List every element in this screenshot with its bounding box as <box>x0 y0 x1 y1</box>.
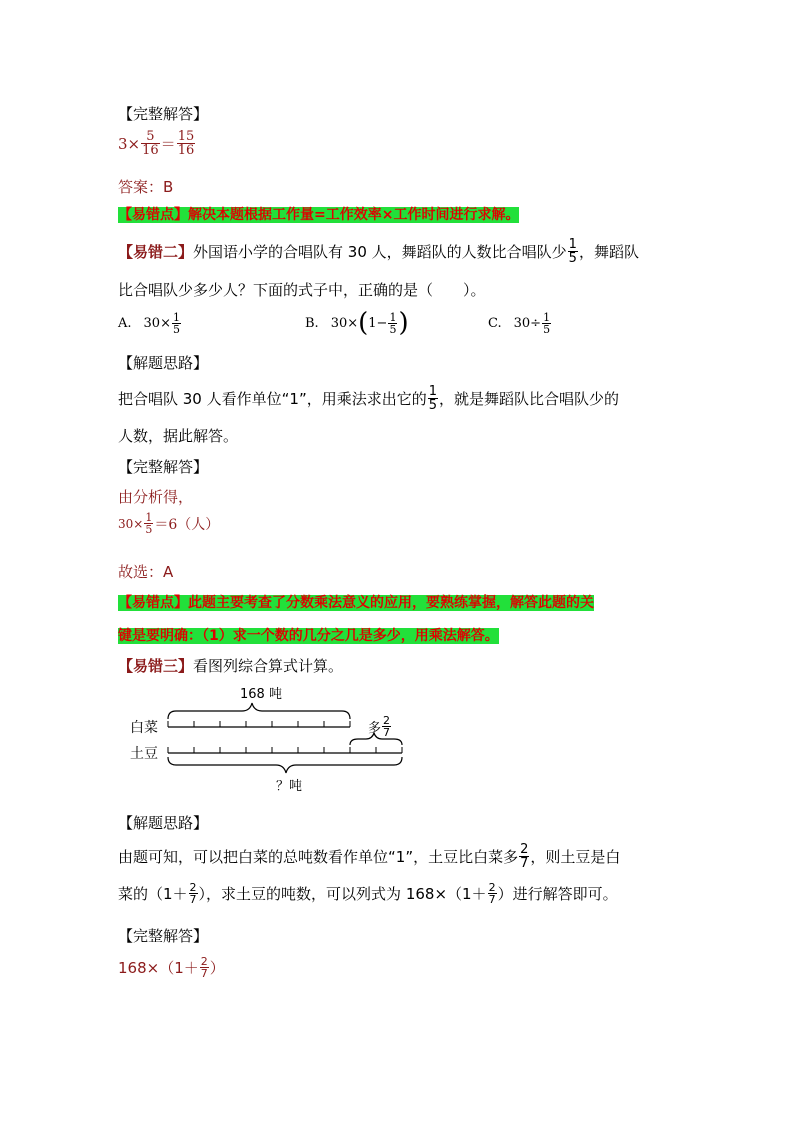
option-b-expr: 30× <box>330 315 359 331</box>
tip-2-line-1: 【易错点】此题主要考查了分数乘法意义的应用，要熟练掌握，解答此题的关 <box>118 595 594 611</box>
frac-den: 5 <box>568 251 577 266</box>
thinking-3-text-d: ），求土豆的吨数，可以列式为 168×（1＋ <box>198 885 487 903</box>
tip-2-line-2: 键是要明确：（1）求一个数的几分之几是多少，用乘法解答。 <box>118 628 499 644</box>
section-header-solution-1: 【完整解答】 <box>118 105 209 123</box>
fraction-1-5 <box>172 312 181 335</box>
solution-3-expression <box>118 956 225 979</box>
fraction-2-7 <box>189 882 198 905</box>
tip-1 <box>118 204 519 224</box>
expr-pre: 168×（1＋ <box>118 959 199 977</box>
frac-num: 2 <box>520 842 529 857</box>
frac-den: 5 <box>389 322 397 336</box>
question-2-label: 【易错二】 <box>118 243 194 261</box>
frac-num: 1 <box>428 384 437 399</box>
thinking-2-text-b: ，就是舞蹈队比合唱队少的 <box>439 390 620 408</box>
question-2-line-1 <box>118 238 639 265</box>
cabbage-ticks <box>168 721 350 727</box>
fraction-1-5 <box>388 312 397 335</box>
section-header-solution-2: 【完整解答】 <box>118 458 209 476</box>
frac-den: 5 <box>172 323 180 336</box>
fraction-1-5 <box>428 385 438 412</box>
fraction-2-7 <box>200 956 209 979</box>
thinking-2-line-1 <box>118 385 619 412</box>
option-c-expr: 30÷ <box>513 316 542 331</box>
question-2-text-a: 外国语小学的合唱队有 30 人，舞蹈队的人数比合唱队少 <box>193 243 567 261</box>
row-label-cabbage: 白菜 <box>130 720 158 736</box>
frac-num: 5 <box>146 129 155 144</box>
section-header-thinking-2: 【解题思路】 <box>118 354 209 372</box>
frac-num: 2 <box>488 881 496 894</box>
extra-brace <box>350 733 402 745</box>
equation-1 <box>118 130 196 157</box>
thinking-3-text-b: ，则土豆是白 <box>530 848 621 866</box>
paren-close: ) <box>398 308 409 338</box>
frac-num: 2 <box>383 714 391 727</box>
option-a-expr: 30× <box>143 316 171 331</box>
eq-lhs: 3× <box>118 134 141 153</box>
bottom-brace <box>168 757 402 773</box>
expr-pre: 30× <box>118 516 144 531</box>
option-b-inner: 1− <box>368 315 388 331</box>
solution-2-expression <box>118 512 219 535</box>
option-c[interactable] <box>488 312 552 335</box>
thinking-3-text-e: ）进行解答即可。 <box>497 885 618 903</box>
bottom-label: ？吨 <box>276 779 303 794</box>
section-header-solution-3: 【完整解答】 <box>118 927 209 945</box>
fraction-1-5 <box>542 312 551 335</box>
question-3-text: 看图列综合算式计算。 <box>193 657 344 675</box>
top-label: 168 吨 <box>240 687 282 702</box>
frac-num: 1 <box>568 237 577 252</box>
solution-2-line-1: 由分析得， <box>118 488 194 506</box>
frac-num: 2 <box>189 881 197 894</box>
thinking-2-line-2: 人数，据此解答。 <box>118 427 239 445</box>
diagram-lines <box>118 683 418 793</box>
expr-post: ＝6（人） <box>154 516 220 533</box>
expr-post: ） <box>209 959 225 977</box>
option-a[interactable] <box>118 312 182 335</box>
tip-2 <box>118 588 594 650</box>
frac-den: 5 <box>145 523 153 536</box>
thinking-2-text-a: 把合唱队 30 人看作单位“1”，用乘法求出它的 <box>118 390 427 408</box>
question-2-line-2: 比合唱队少多少人？下面的式子中，正确的是（ ）。 <box>118 281 486 299</box>
fraction-1-5 <box>144 512 153 535</box>
thinking-3-line-2 <box>118 882 618 905</box>
fraction-1-5 <box>568 238 578 265</box>
frac-den: 7 <box>520 856 529 871</box>
option-b[interactable] <box>305 310 409 336</box>
question-3-label: 【易错三】 <box>118 657 194 675</box>
top-brace <box>168 703 350 719</box>
eq-sign: ＝ <box>160 135 176 153</box>
row-label-potato: 土豆 <box>130 746 158 762</box>
fraction-2-7 <box>488 882 497 905</box>
frac-num: 1 <box>543 311 551 324</box>
fraction-5-16 <box>141 130 160 157</box>
frac-den: 7 <box>488 893 496 906</box>
thinking-3-text-a: 由题可知，可以把白菜的总吨数看作单位“1”，土豆比白菜多 <box>118 848 519 866</box>
option-a-label: A. <box>118 316 132 331</box>
fraction-15-16 <box>177 130 196 157</box>
frac-den: 7 <box>383 726 391 739</box>
frac-den: 5 <box>428 398 437 413</box>
thinking-3-text-c: 菜的（1＋ <box>118 885 188 903</box>
frac-den: 5 <box>543 323 551 336</box>
frac-num: 15 <box>177 129 195 144</box>
answer-2: 故选：A <box>118 563 174 581</box>
frac-den: 16 <box>177 143 195 158</box>
frac-den: 7 <box>200 967 208 980</box>
frac-den: 7 <box>189 893 197 906</box>
answer-1: 答案：B <box>118 178 174 196</box>
frac-num: 2 <box>200 955 208 968</box>
question-2-text-b: ，舞蹈队 <box>578 243 639 261</box>
potato-ticks <box>168 747 402 753</box>
option-b-label: B. <box>305 315 319 331</box>
frac-num: 1 <box>172 311 180 324</box>
fraction-2-7 <box>519 843 529 870</box>
option-c-label: C. <box>488 316 502 331</box>
paren-open: ( <box>358 308 369 338</box>
question-3 <box>118 655 343 676</box>
frac-num: 1 <box>145 511 153 524</box>
frac-num: 1 <box>389 310 397 324</box>
frac-den: 16 <box>142 143 159 158</box>
thinking-3-line-1 <box>118 843 620 870</box>
line-segment-diagram <box>118 683 418 793</box>
section-header-thinking-3: 【解题思路】 <box>118 814 209 832</box>
more-text: 多 <box>368 721 382 736</box>
tip-1-text: 【易错点】解决本题根据工作量=工作效率×工作时间进行求解。 <box>118 207 520 223</box>
